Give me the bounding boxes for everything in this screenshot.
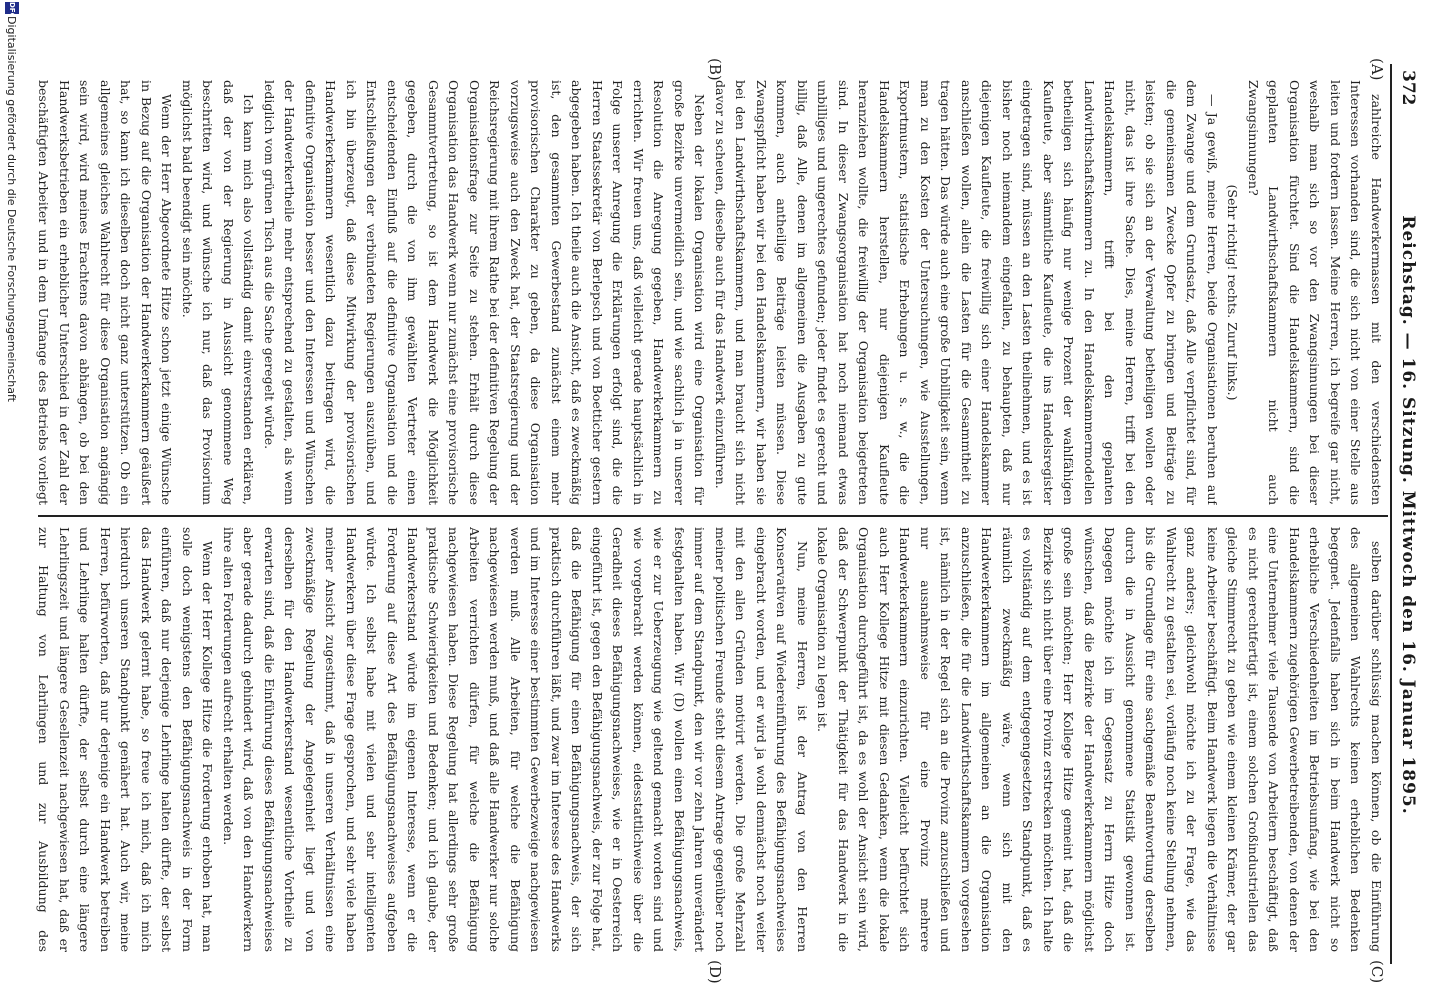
paragraph: Nun, meine Herren, ist der Antrag von den Herren Konservativen auf Wiedereinführung des Befähigungsnachweises eingebracht worden, und er wird ja wohl demnächst noch weiter mit den allen Gründen motivirt werden. Die große Mehrzahl meiner politischen Freunde steht diesem Antrage gegenüber noch immer auf dem Standpunkt, den wir vor zehn Jahren unverändert festgehalten haben. Wir (D) wollen einen Befähigungsnachweis, wie er zur Ueberzeugung wie geltend gemacht worden sind und wie vorgebracht werden können, eidesstattlichweise über die Geradheit dieses Befähigungsnachweises, wie er in Oesterreich eingeführt ist, gegen den Befähigungsnachweis, der zur Folge hat, daß die Befähigung für einen Befähigungsnachweis, der sich praktisch durchführen läßt, und zwar im Interesse des Handwerks und im Interesse einer bestimmten Gewerbezweige nachgewiesen werden muß. Alle Arbeiten, für welche die Befähigung nachgewiesen werden muß, und daß alle Handwerker nur solche Arbeiten verrichten dürfen, für welche die Befähigung nachgewiesen haben. Diese Regelung hat allerdings sehr große praktische Schwierigkeiten und Bedenken; und ich glaube, der Handwerkerstand würde im eigenen Interesse, wenn er die Forderung auf diese Art des Befähigungsnachweises aufgeben würde. Ich selbst habe mit vielen und sehr intelligenten Handwerkern über diese Frage gesprochen, und sehr viele haben meiner Ansicht zugestimmt, daß in unseren Verhältnissen eine zweckmäßige Regelung der Angelegenheit liegt und von derselben für den Handwerkerstand wesentliche Vortheile zu erwarten sind, daß die Einführung dieses Befähigungsnachweises aber gerade dadurch gehindert wird, daß von den Handwerkern ihre alten Forderungen aufrecht erhalten werden. — [221, 527, 810, 952]
page-number: 372 — [1398, 70, 1418, 106]
running-title: Reichstag. — 16. Sitzung. Mittwoch den 16. Januar 1895. — [1398, 215, 1418, 815]
left-column — [36, 80, 1386, 505]
paragraph: Ich kann mich also vollständig damit einverstanden erklären, daß der von der Regierung in Aussicht genommene Weg beschritten wird, und wünsche ich nur, daß das Provisorium möglichst bald beendigt sein möchte. — [180, 80, 257, 505]
margin-marker-d: (D) — [706, 960, 724, 984]
header-rule — [1390, 64, 1392, 964]
footer — [0, 0, 22, 1000]
page-header — [1394, 70, 1424, 960]
paragraph: zahlreiche Handwerkermassen mit den verschiedensten Interessen vorhanden sind, die sich nicht von einer Stelle aus leiten und fordern lassen. Meine Herren, ich begreife gar nicht, weshalb man sich so vor den Zwangsinnungen bei dieser Organisation fürchtet. Sind die Handelskammern, sind die geplanten Landwirthschaftskammern nicht auch Zwangsinnungen? — [1246, 80, 1384, 505]
paragraph: Wenn der Herr Kollege Hitze die Forderung erhoben hat, man solle doch wenigstens den Befähigungsnachweis in der Form einführen, daß nur derjenige Lehrlinge halten dürfte, der selbst das Handwerk gelernt habe, so freue ich mich, daß ich mich hierdurch unseren Standpunkt genähert hat. Auch wir, meine Herren, befürworten, daß nur derjenige ein Handwerk betreiben und Lehrlinge halten dürfte, der selbst durch eine längere Lehrlingszeit und längere Gesellenzeit nachgewiesen hat, daß er zur Haltung von Lehrlingen und zur Ausbildung des — [36, 527, 216, 952]
funding-note: Digitalisierung gefördert durch die Deutsche Forschungsgemeinschaft — [5, 16, 18, 402]
paragraph: — Ja gewiß, meine Herren, beide Organisationen beruhen auf dem Zwange und dem Grundsatz, daß Alle verpflichtet sind, für die gemeinsamen Zwecke Opfer zu bringen und Beiträge zu leisten; ob sie sich an der Verwaltung betheiligen wollen oder nicht, das ist ihre Sache. Dies, meine Herren, trifft bei den Handelskammern, trifft bei den geplanten Landwirthschaftskammern zu. In den Handelskammermodellen betheiligen sich häufig nur wenige Prozent der wahlfähigen Kaufleute, aber sämmtliche Kaufleute, die ins Handelsregister eingetragen sind, müssen an den Lasten theilnehmen, und es ist bisher noch niemandem eingefallen, zu behaupten, daß nur diejenigen Kaufleute, die freiwillig sich einer Handelskammer anschließen wollen, allein die Lasten für die Gesammtheit zu tragen hätten. Das würde auch eine große Unbilligkeit sein, wenn man zu den Kosten der Untersuchungen, wie Ausstellungen, Exportmustern, statistische Erhebungen u. s. w., die die Handelskammern herstellen, nur diejenigen Kaufleute heranziehen wollte, die freiwillig der Organisation beigetreten sind. In dieser Zwangsorganisation hat noch niemand etwas unbilliges und ungerechtes gefunden; jeder findet es gerecht und billig, daß Alle, denen im allgemeinen die Ausgaben zu gute kommen, auch antheilige Beiträge leisten müssen. Diese Zwangspflicht haben wir bei den Handelskammern, wir haben sie bei den Landwirthschaftskammern, und man braucht sich nicht davor zu scheuen, dieselbe auch für das Handwerk einzuführen. — [713, 80, 1220, 505]
paragraph: selben darüber schlüssig machen können, ob die Einführung des allgemeinen Wahlrechts keinen erheblichen Bedenken begegnet. Jedenfalls haben sich in beim Handwerk nicht so erhebliche Verschiedenheiten im Betriebsumfang, wie bei den Handelskammern zugehörigen Gewerbetreibenden, von denen der eine Unternehmer viele Tausende von Arbeitern beschäftigt, daß es nicht gerechtfertigt ist, einem solchen Großindustriellen das gleiche Stimmrecht zu geben wie einem kleinen Krämer, der gar keine Arbeiter beschäftigt. Beim Handwerk liegen die Verhältnisse ganz anders; gleichwohl möchte ich zu der Frage, wie das Wahlrecht zu gestalten sei, vorläufig noch keine Stellung nehmen, bis die Grundlage für eine sachgemäße Beantwortung derselben durch die in Aussicht genommene Statistik gewonnen ist. Dagegen möchte ich im Gegensatz zu Herrn Hitze doch wünschen, daß die Bezirke der Handwerkerkammern möglichst große sein möchten; Herr Kollege Hitze gemeint hat, daß die Bezirke sich nicht über eine Provinz erstrecken möchten. Ich halte es vollständig auf dem entgegengesetzten Standpunkt, daß es räumlich zweckmäßig wäre, wenn sich mit den Handwerkerkammern im allgemeinen an die Organisation anzuschließen, die für die Landwirthschaftskammern vorgesehen ist, nämlich in der Regel sich an die Provinz anzuschließen und nur ausnahmsweise für eine Provinz mehrere Handwerkerkammern einzurichten. Vielleicht befürchtet sich auch Herr Kollege Hitze mit diesen Gedanken, wenn die lokale Organisation durchgeführt ist, da es wohl der Ansicht sein wird, daß der Schwerpunkt der Thätigkeit für das Handwerk in die lokale Organisation zu legen ist. — [815, 527, 1384, 952]
dfg-logo-icon: DFG — [5, 2, 19, 14]
interjection: (Sehr richtig! rechts. Zuruf links.) — [1225, 184, 1241, 401]
margin-marker-a: (A) — [1368, 58, 1386, 81]
margin-marker-b: (B) — [706, 58, 724, 81]
right-column — [36, 527, 1386, 952]
paragraph: Neben der lokalen Organisation wird eine Organisation für große Bezirke unvermeidlich sein, und wie sachlich ja in unserer Resolution die Anregung gegeben, Handwerkerkammern zu errichten. Wir freuen uns, daß vielleicht gerade hauptsächlich in Folge unserer Anregung die Erklärungen erfolgt sind, die die Herren Staatssekretär von Berlepsch und von Boetticher gestern abgegeben haben. Ich theile auch die Ansicht, daß es zweckmäßig ist, den gesammten Gewerbestand zunächst einem mehr provisorischen Charakter zu geben, da diese Organisation vorzugsweise auch den Zweck hat, der Staatsregierung und der Reichsregierung mit ihrem Rathe bei der definitiven Regelung der Organisationsfrage zur Seite zu stehen. Erhält durch diese Organisation das Handwerk wenn nur zunächst eine provisorische Gesammtvertretung, so ist dem Handwerk die Möglichkeit gegeben, durch die von ihm gewählten Vertreter einen entscheidenden Einfluß auf die definitive Organisation und die Entschließungen der verbündeten Regierungen auszuüben, und ich bin überzeugt, daß diese Mitwirkung der provisorischen Handwerkerkammern wesentlich dazu beitragen wird, die definitive Organisation besser und den Interessen und Wünschen der Handwerkertheile mehr entsprechend zu gestalten, als wenn lediglich vom grünen Tisch aus die Sache geregelt würde. — [262, 80, 708, 505]
column-divider — [38, 515, 1388, 517]
margin-marker-c: (C) — [1368, 960, 1386, 984]
paragraph: Wenn der Herr Abgeordnete Hitze schon jetzt einige Wünsche in Bezug auf die Organisation der Handwerkerkammern geäußert hat, so kann ich dieselben doch nicht ganz unterstützen. Ob ein allgemeines gleiches Wahlrecht für diese Organisation angängig sein wird, wird meines Erachtens davon abhängen, ob bei den Handwerksbetrieben ein erheblicher Unterschied in der Zahl der beschäftigten Arbeiter und in dem Umfange des Betriebs vorliegt — [36, 80, 175, 505]
